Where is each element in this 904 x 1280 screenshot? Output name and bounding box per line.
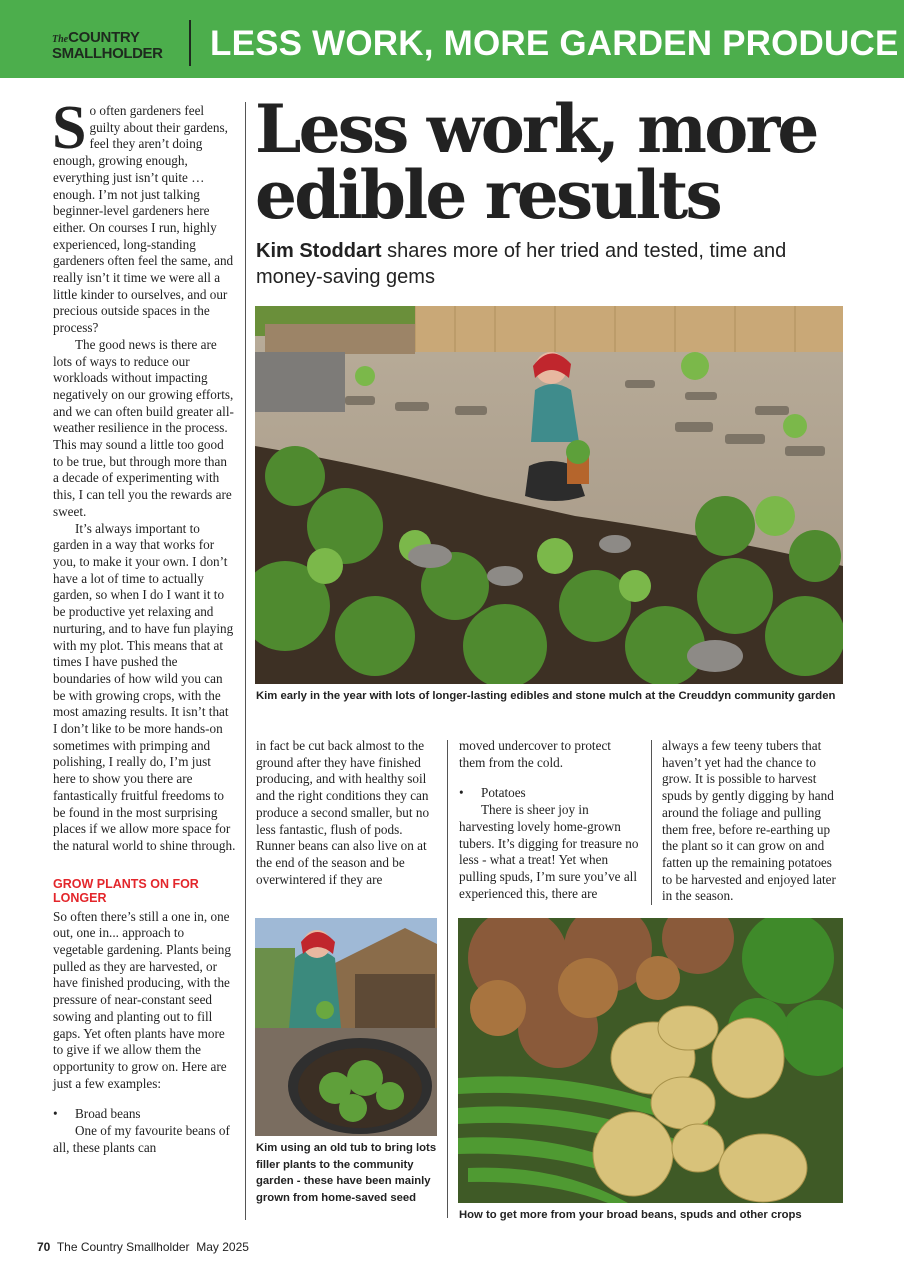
author-name: Kim Stoddart [256, 240, 382, 262]
bullet-item-broad-beans [53, 1106, 236, 1123]
produce-photo-illustration [458, 918, 843, 1203]
produce-photo-caption: How to get more from your broad beans, spuds and other crops [459, 1209, 802, 1221]
column-rule-2 [447, 740, 448, 1218]
body-column-2 [256, 738, 436, 888]
masthead-line2: SMALLHOLDER [52, 45, 163, 62]
column-4-text: always a few teeny tubers that haven’t yet had the chance to grow. It is possible to harvest spuds by gently digging by hand around the foliage and pulling them free, before re-earthing up the plant so it can grow on and fatten up the remaining potatoes to be harvested and enjoyed later in the season. [662, 738, 836, 904]
bullet-item-potatoes [459, 785, 639, 802]
tub-photo [255, 918, 437, 1136]
column-rule-3 [651, 740, 652, 905]
masthead-divider [189, 20, 191, 66]
footer-issue: May 2025 [196, 1240, 249, 1254]
footer-magazine: The Country Smallholder [56, 1240, 190, 1254]
paragraph-2: The good news is there are lots of ways to reduce our workloads without impacting negatively on our growing efforts, and we can often build greater all-weather resilience in the process. This may sound a little too good to be true, but through more than a decade of experimenting with this, I can tell you the rewards are sweet. [53, 336, 234, 519]
paragraph-4: So often there’s still a one in, one out, one in... approach to vegetable gardening. Plants being pulled as they are harvested, or have finished producing, with the pressure of near-constant seed sowing and planting out to fill gaps. Yet often plants have more to give if we allow them the opportunity to grow on. Here are just a few examples: [53, 908, 231, 1091]
section-title: LESS WORK, MORE GARDEN PRODUCE [210, 24, 899, 63]
drop-cap: S [52, 94, 87, 162]
column-rule-1 [245, 102, 246, 1220]
bullet-label: Potatoes [481, 785, 526, 801]
body-column-1 [52, 94, 236, 1156]
body-column-3 [459, 738, 639, 902]
produce-photo [458, 918, 843, 1203]
paragraph-1-text: o often gardeners feel guilty about their gardens, feel they aren’t doing enough, growing enough, everything just isn’t quite … enough. I’m not just talking beginner-level gardeners here either. On courses I run, highly experienced, long-standing gardeners often feel the same, and really isn’t it time we were all a little kinder to ourselves, and our precious outside spaces in the process? [53, 103, 234, 336]
body-column-4 [662, 738, 844, 905]
tub-photo-caption: Kim using an old tub to bring lots filler plants to the community garden - these have been mainly grown from home-saved seed [256, 1142, 437, 1204]
bullet-icon: • [459, 785, 464, 801]
page-footer [37, 1240, 249, 1254]
bullet-icon: • [53, 1106, 58, 1122]
column-3-text-a: moved undercover to protect them from the cold. [459, 738, 611, 770]
title-line-2: edible results [255, 156, 720, 234]
subheading: GROW PLANTS ON FOR LONGER [53, 876, 199, 905]
garden-photo-illustration [255, 306, 843, 684]
column-2-text: in fact be cut back almost to the ground after they have finished producing, and with healthy soil and the right conditions they can produce a second smaller, but no less fantastic, flush of pods. Runner beans can also live on at the end of the season and be overwintered if they are [256, 738, 430, 887]
standfirst [256, 238, 856, 290]
bullet-label: Broad beans [75, 1106, 141, 1122]
tub-photo-illustration [255, 918, 437, 1136]
paragraph-intro [52, 94, 236, 337]
title-line-1: Less work, more [255, 90, 817, 168]
section-header-bar [0, 0, 904, 78]
main-garden-photo [255, 306, 843, 684]
main-photo-caption: Kim early in the year with lots of longer-lasting edibles and stone mulch at the Creuddyn community garden [256, 690, 836, 702]
column-3-text-b: There is sheer joy in harvesting lovely home-grown tubers. It’s digging for treasure no less - what a treat! Yet when pulling spuds, I’m sure you’ve all experienced this, there are [459, 802, 639, 901]
masthead-logo [52, 31, 163, 61]
page-number: 70 [37, 1240, 51, 1254]
article-title [255, 90, 875, 234]
masthead-line1: COUNTRY [68, 29, 140, 46]
standfirst-text: shares more of her tried and tested, time and money-saving gems [256, 240, 787, 288]
paragraph-3: It’s always important to garden in a way that works for you, to make it your own. I don’t have a lot of time to actually garden, so when I do I want it to be productive yet relaxing and nurturing, and to have fun playing with my plot. This means that at times I have pushed the boundaries of how wild you can be with growing crops, with the most amazing results. It isn’t that I don’t like to be more hands-on sometimes with primping and polishing, I really do, I’m just here to show you there are fantastically fruitful freedoms to be found in the most surprising places if we allow more space for the natural world to shine through. [53, 520, 236, 853]
masthead-the: The [52, 34, 69, 45]
paragraph-5: One of my favourite beans of all, these plants can [53, 1123, 230, 1155]
